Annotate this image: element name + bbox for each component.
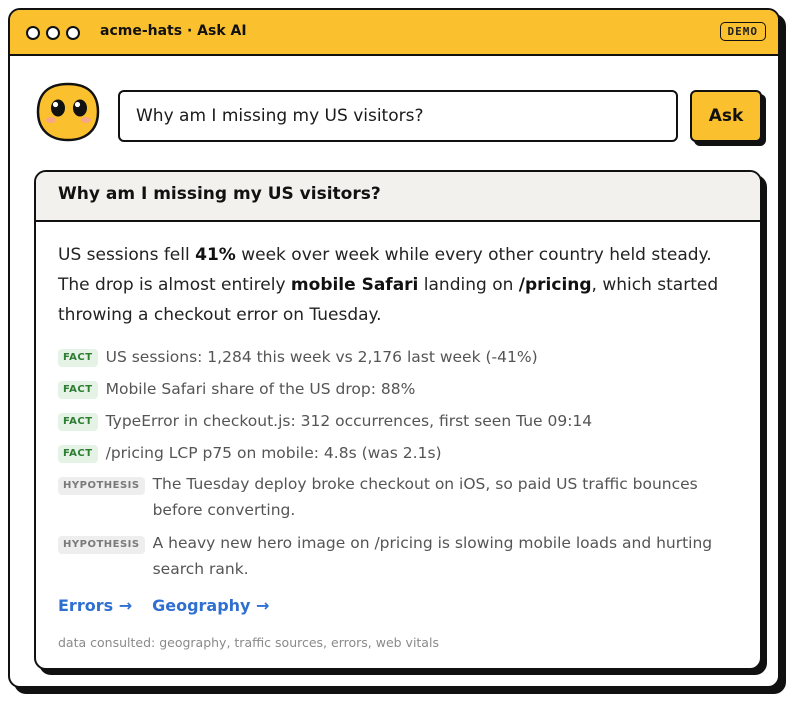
claims-list [58,346,738,582]
summary-highlight: mobile Safari [290,275,419,295]
related-links [58,596,738,615]
window-title: acme-hats · Ask AI [100,23,247,39]
claim-item [58,378,738,400]
question-input-box[interactable] [118,90,678,142]
summary-highlight: /pricing [518,275,592,295]
answer-summary [58,240,738,330]
app-window [8,8,780,688]
claim-item [58,442,738,464]
data-sources-footnote: data consulted: geography, traffic sources, errors, web vitals [58,635,439,650]
demo-badge: DEMO [720,22,767,41]
fact-tag: FACT [58,445,98,463]
fact-tag: FACT [58,349,98,367]
claim-text: /pricing LCP p75 on mobile: 4.8s (was 2.1s) [105,444,442,462]
window-control-maximize[interactable] [66,26,80,40]
summary-text: landing on [418,275,519,295]
answer-card [34,170,762,670]
fact-tag: FACT [58,413,98,431]
window-control-minimize[interactable] [46,26,60,40]
summary-text: week over week while every other country held steady. The drop is almost entirely [58,245,712,295]
answer-body [36,222,760,650]
claim-item [58,410,738,432]
claim-text: TypeError in checkout.js: 312 occurrences, first seen Tue 09:14 [105,412,593,430]
hypothesis-tag: HYPOTHESIS [58,477,145,495]
geography-link[interactable]: Geography → [152,596,270,615]
summary-text: , which started throwing a checkout error on Tuesday. [58,275,719,325]
answer-question-heading: Why am I missing my US visitors? [36,172,760,222]
claim-text: Mobile Safari share of the US drop: 88% [105,380,416,398]
claim-text: The Tuesday deploy broke checkout on iOS, so paid US traffic bounces before converting. [152,475,698,519]
claim-text: US sessions: 1,284 this week vs 2,176 last week (-41%) [105,348,538,366]
claim-item [58,533,738,582]
claim-item [58,346,738,368]
ask-button[interactable]: Ask [690,90,762,142]
fact-tag: FACT [58,381,98,399]
title-bar [10,10,778,56]
claim-item [58,474,738,523]
yellow-blob-face-icon [34,80,102,144]
hypothesis-tag: HYPOTHESIS [58,536,145,554]
window-control-close[interactable] [26,26,40,40]
question-input[interactable] [120,92,676,140]
errors-link[interactable]: Errors → [58,596,133,615]
summary-text: US sessions fell [58,245,196,265]
claim-text: A heavy new hero image on /pricing is slowing mobile loads and hurting search rank. [152,534,713,578]
summary-highlight: 41% [195,245,236,265]
